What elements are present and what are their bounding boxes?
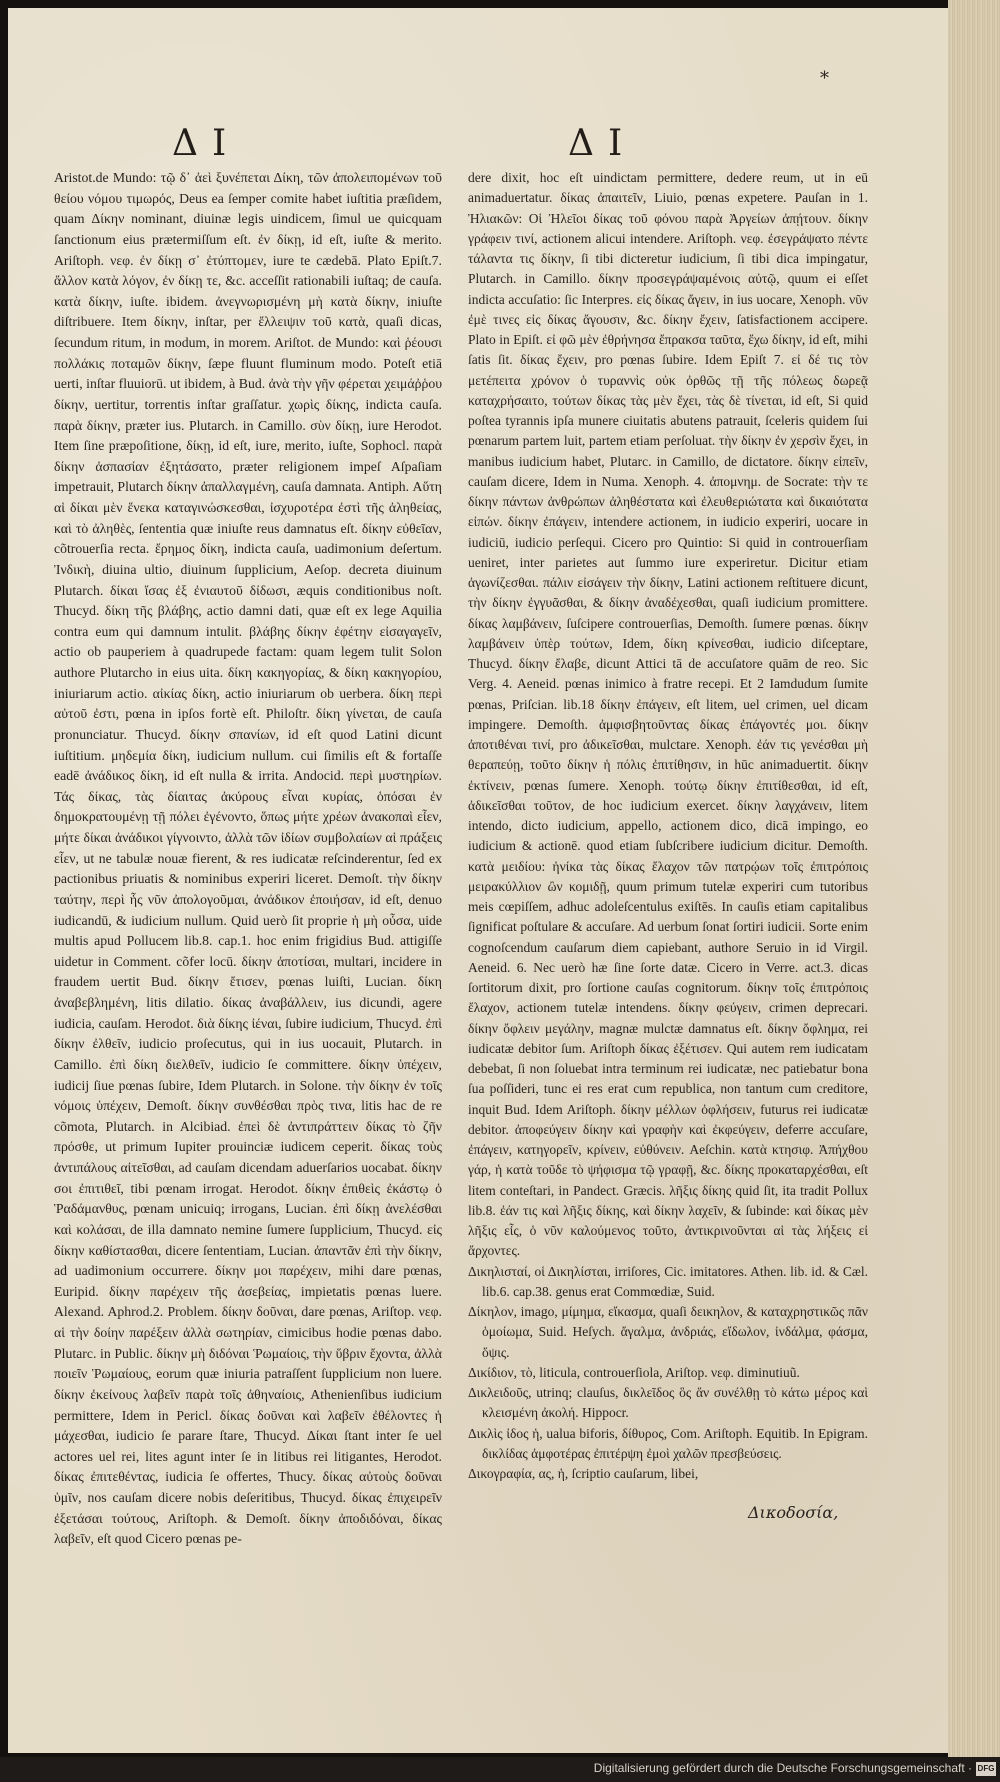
- right-column: [468, 168, 868, 1484]
- page-mark: *: [820, 68, 829, 89]
- running-header-right: ΔΙ: [568, 123, 637, 164]
- dictionary-entry: Δικλὶς ἰδος ἡ, ualua biforis, δίθυρος, Com. Ariſtoph. Equitib. In Epigram. δικλίδας ἀμφοτέρας ἐπιτέρψη ἐμοὶ χαλῶν πρεσβεύσεις.: [468, 1425, 868, 1461]
- dictionary-entry: Δικογραφία, ας, ἡ, ſcriptio cauſarum, libei,: [468, 1466, 699, 1481]
- catchword: Δικοδοσία,: [748, 1503, 839, 1522]
- dictionary-entry: Δικηλισταί, οἱ Δικηλίσται, irriſores, Cic. imitatores. Athen. lib. id. & Cæl. lib.6. cap.38. genus erat Commœdiæ, Suid.: [468, 1263, 868, 1299]
- dictionary-entry: Δικλειδοῦς, utrinq; clauſus, δικλεῖδος ὃς ἄν συνέλθῃ τὸ κάτω μέρος καὶ κλεισμένη ἀκολή. Hippocr.: [468, 1385, 868, 1421]
- footer-bar: [0, 1757, 1000, 1782]
- column-text: Aristot.de Mundo: τῷ δ᾽ ἀεὶ ξυνέπεται Δίκη, τῶν ἀπολειπομένων τοῦ θείου νόμου τιμωρός, Deus ea ſemper comite habet iuſtitia præſidem, quam Δίκην nominant, diuinæ legis uindicem, ſimul ue quicquam ſanctionum eius prætermiſſum eſt. ἐν δίκῃ, id eſt, iuſte & merito. Ariſtoph. νεφ. ἐν δίκῃ σ᾽ ἐτύπτομεν, iure te cædebā. Plato Epiſt.7. ἄλλον κατὰ λόγον, ἐν δίκῃ τε, &c. acceſſit rationabili iuſtaq; de cauſa. κατὰ δίκην, iuſte. ibidem. ἀνεγνωρισμένη μὴ κατὰ δίκην, iniuſte diſtribuere. Item δίκην, inſtar, per ἔλλειψιν τοῦ κατὰ, quaſi dicas, ſecundum ritum, in modum, in morem. Ariſtot. de Mundo: καὶ ῥέουσι πολλάκις ποταμῶν δίκην, ſæpe fluunt fluminum modo. Poteſt etiā uerti, inſtar fluuiorū. ut ibidem, à Bud. ἀνὰ τὴν γῆν φέρεται χειμάῤῥου δίκην, uertitur, torrentis inſtar graſſatur. χωρὶς δίκης, indicta cauſa. παρὰ δίκην, præter ius. Plutarch. in Camillo. σὺν δίκῃ, iure Herodot. Item ſine præpoſitione, δίκῃ, id eſt, iure, merito, iuſte, Sophocl. παρὰ δίκην ἀσπασίαν ἐξητάσατο, præter religionem impeſ Aſpaſiam impetrauit, Plutarch δίκην ἀπαλλαγμένη, cauſa damnata. Antiph. Αὕτη αἱ δίκαι μὲν ἕνεκα καταγινώσκεσθαι, ἰσχυροτέρα ἐστὶ τῆς ἀληθείας, καὶ τὸ ἀληθὲς, ſententia quæ iniuſte reus damnatus eſt. δίκην εὐθεῖαν, cõtrouerſia recta. ἔρημος δίκη, indicta cauſa, uadimonium deſertum. Ἰνδικὴ, diuina ultio, diuinum ſupplicium, Aeſop. decreta diuinum Plutarch. δίκαι ἴσας ἐξ ἐνιαυτοῦ δίδωσι, æquis conditionibus noſt. Thucyd. δίκη τῆς βλάβης, actio damni dati, quæ eſt ex lege Aquilia contra eum qui damnum intulit. βλάβης δίκην ἐφέτην εἰσαγαγεῖν, actio ob pauperiem à quadrupede factam: quam legem tulit Solon authore Plutarcho in eius uita. δίκη κακηγορίας, & δίκη κακηγορίου, iniuriarum actio. αἰκίας δίκη, actio iniuriarum ob uerbera. δίκη περὶ αὐτοῦ ἐστι, pœna in ipſos fortè eſt. Philoſtr. δίκη γίνεται, de cauſa pronunciatur. Thucyd. δίκην σπανίων, id eſt quod Latini dicunt iuſtitium. μηδεμία δίκη, iudicium nullum. cui ſimilis eſt & fortaſſe eadē ἀνάδικος δίκη, id eſt nulla & irrita. Andocid. περὶ μυστηρίων. Τάς δίκας, τὰς δίαιτας ἀκύρους εἶναι κυρίας, ὁπόσαι ἐν δημοκρατουμένῃ τῇ πόλει ἐγένοντο, ὅπως μήτε χρέων ἀνακοπαὶ εἶεν, μήτε δίκαι ἀνάδικοι γίγνοιντο, ἀλλὰ τῶν ἰδίων συμβολαίων αἱ πράξεις εἶεν, ut ne tabulæ nouæ fierent, & res iudicatæ reſcinderentur, ſed ex pactionibus priuatis & nominibus experiri liceret. Demoſt. τὴν δίκην ταύτην, περὶ ἧς νῦν ἀπολογοῦμαι, ἀνάδικον ἐποιήσαν, id eſt, denuo iudicandū, & iudicium nullum. Quid uerò ſit proprie ἡ μὴ οὖσα, uide multis apud Pollucem lib.8. cap.1. hoc enim frigidius Bud. attigiſſe uidetur in Comment. cõfer locū. δίκην ἀποτίσαι, multari, incidere in fraudem uertit Bud. δίκην ἔτισεν, pœnas luiſti, Lucian. δίκη ἀναβεβλημένη, litis dilatio. δίκας ἀναβάλλειν, ius dicundi, agere iudicia, cauſam. Herodot. διὰ δίκης ἰέναι, ſubire iudicium, Thucyd. ἐπὶ δίκην ἐλθεῖν, iudicio proſecutus, qui in ius uocauit, Plutarch. in Camillo. ἐπὶ δίκη διελθεῖν, iudicio ſe committere. δίκην ὑπέχειν, iudicij ſiue pœnas ſubire, Idem Plutarch. in Solone. τὴν δίκην ἐν τοῖς νόμοις ὑπέχειν, Demoſt. δίκην συνθέσθαι πρὸς τινα, litis hac de re cõmota, Plutarch. in Alcibiad. ἐπεὶ δὲ ἀντιπράττειν δίκας τὸ ζῆν πρόσθε, ut primum Iupiter prouinciæ iudicem ceperit. δίκας τοὺς ἀντιπάλους αἰτεῖσθαι, ad cauſam dicendam aduerſarios uocabat. δίκην σοι ἐπιτιθεῖ, tibi pœnam irrogat. Herodot. δίκην ἐπιθεὶς ἐκάστῳ ὁ Ῥαδάμανθυς, pœnam unicuiq; irrogans, Lucian. ἐπὶ δίκῃ ἀνελέσθαι καὶ κολάσαι, de illa damnato nemine ſumere ſupplicium, Thucyd. εἰς δίκην καθίστασθαι, dicere ſententiam, Lucian. ἀπαντᾶν ἐπὶ τὴν δίκην, ad uadimonium occurrere. δίκην μοι παρέχειν, mihi dare pœnas, Euripid. δίκην παρέχειν τῆς ἀσεβείας, impietatis pœnas luere. Alexand. Aphrod.2. Problem. δίκην δοῦναι, dare pœnas, Ariſtop. νεφ. αἱ τὴν δοίην παρέξειν ἀλλὰ σωτηρίαν, cimicibus hodie pœnas dabo. Plutarc. in Public. δίκην μὴ διδόναι Ῥωμαίοις, τὴν ὕβριν ἔχοντα, ἀλλὰ ποιεῖν Ῥωμαίους, eorum quæ iniuria patraſſent ſupplicium non luere. δίκην ἐκείνους λαβεῖν παρὰ τοῖς ἀθηναίοις, Athenienſibus iudicium permittere, Idem in Pericl. δίκας δοῦναι καὶ λαβεῖν ἐθέλοντες ἡ μάχεσθαι, iudicio ſe parare ſtare, Thucyd. Δίκαι ſtant inter ſe uel actores uel rei, lites agunt inter ſe in litibus rei litigantes, Herodot. δίκας ἐπιτεθέντας, iudicia ſe offertes, Thucy. δίκας αὐτοὺς δοῦναι ὑμῖν, nos cauſam dicere nobis deſeritibus, Thucyd. δίκας ἐπιχειρεῖν ἐξετάσαι τούτους, Ariſtoph. & Demoſt. δίκην ἀποδιδόναι, δίκας λαβεῖν, eſt quod Cicero pœnas pe-: [54, 170, 442, 1547]
- dfg-logo-icon: DFG: [976, 1762, 996, 1776]
- left-column: [54, 168, 442, 1558]
- dictionary-entry: Δικίδιον, τὸ, liticula, controuerſiola, Ariſtop. νεφ. diminutiuũ.: [468, 1364, 800, 1380]
- funding-notice: Digitalisierung gefördert durch die Deutsche Forschungsgemeinschaft ·: [593, 1761, 972, 1775]
- dictionary-entry: Δίκηλον, imago, μίμημα, εἴκασμα, quaſi δεικηλον, & καταχρηστικῶς πᾶν ὁμοίωμα, Suid. Heſych. ἄγαλμα, ἀνδριάς, εἴδωλον, ἰνδάλμα, φάσμα, ὄψις.: [468, 1304, 868, 1360]
- book-page: [8, 8, 950, 1753]
- running-header-left: ΔΙ: [172, 123, 241, 164]
- column-text: dere dixit, hoc eſt uindictam permittere, dedere reum, ut in eū animaduertatur. δίκας ἀπαιτεῖν, Liuio, pœnas expetere. Pauſan in 1. Ἠλιακῶν: Οἱ Ἠλεῖοι δίκας τοῦ φόνου παρὰ Ἀργείων ἀπῄτουν. δίκην γράφειν τινί, actionem alicui intendere. Ariſtoph. νεφ. ἐσεγράψατο πέντε τάλαντα τις δίκην, ſi tibi dicteretur iudicium, ſi tibi dica impingatur, Plutarch. in Camillo. δίκην προσεγράψαμένοις αὐτῷ, quum ei eſſet indicta accuſatio: ſic Interpres. εἰς δίκας ἄγειν, in ius uocare, Xenoph. νῦν ἐμὲ τινες εἰς δίκας ἄγουσιν, &c. δίκην ἔχειν, ſatisfactionem accipere. Plato in Epiſt. εἰ φῶ μὲν ἐθρήνησα ἔπρακσα ταῦτα, ἔχω δίκην, id eſt, mihi ſatis ſit. δίκας ἔχειν, pro pœnas ſubire. Idem Epiſt 7. εἰ δέ τις τὸν μετέπειτα χρόνον ὁ τυραννὶς οὐκ ὀρθῶς τῇ τῆς πόλεως δωρεᾷ καταχρήσαιτο, τούτων δίκας τὰς μὲν ἔχει, τὰς δὲ τίνεται, id eſt, Si quid poſtea tyrannis ipſa munere ciuitatis abutens patrauit, ſceleris quidem ſui pœnarum partem luit, partem etiam perſoluat. τὴν δίκην ἐν χερσὶν ἔχει, in manibus iudicium habet, Plutarc. in Camillo, de dictatore. δίκην εἰπεῖν, cauſam dicere, Idem in Numa. Xenoph. 4. ἀπομνημ. de Socrate: τὴν τε δίκην πάντων ἀνθρώπων ἀληθέστατα καὶ ἐλευθεριώτατα καὶ δικαιότατα εἰπών. δίκην ἐπάγειν, intendere actionem, in iudicio experiri, uocare in iudiciū, iudicio perſequi. Cicero pro Quintio: Si quid in controuerſiam ueniret, inter parietes aut ſummo iure experiretur. Dicitur etiam ἀγωνίζεσθαι. πάλιν εἰσάγειν τὴν δίκην, Latini actionem reſtituere dicunt, τὴν δίκην ἐγγυᾶσθαι, & δίκην ἀναδέχεσθαι, quaſi iudicium promittere. δίκας λαμβάνειν, ſuſcipere controuerſias, Demoſth. ſumere pœnas. δίκην λαμβάνειν ὑπὲρ τούτων, Idem, δίκη κρίνεσθαι, iudicio diſceptare, Thucyd. δίκην ἔλαβε, dicunt Attici tā de accuſatore quām de reo. Sic Verg. 4. Aeneid. pœnas inimico à fratre recepi. Et 2 Iamdudum ſumite pœnas, Priſcian. lib.18 δίκην ἐπάγειν, eſt litem, uel crimen, uel dicam impingere. Demoſth. ἀμφισβητοῦντας δίκας ἐπάγοντές μοι. δίκην ἀποτιθέναι τινί, pro ἀδικεῖσθαι, mulctare. Xenoph. ἐάν τις γενέσθαι μὴ θεραπεύῃ, τοῦτο δίκην ἡ πόλις ἐπιτίθησιν, in hūc animaduertit. δίκην ἐκτίνειν, pœnas ſumere. Xenoph. τούτῳ δίκην ἐπιτίθεσθαι, id eſt, ἀδικεῖσθαι τοῦτον, de hoc iudicium exercet. δίκην λαγχάνειν, litem intendo, dicto iudicium, appello, actionem dico, dicā impingo, eo iudicium & actionē. quod etiam ſubſcribere iudicium dicitur. Demoſth. κατὰ μειδίου: ἡνίκα τὰς δίκας ἔλαχον τῶν πατρῴων τοῖς ἐπιτρόποις μειρακύλλιον ὢν κομιδῇ, quum primum tutelæ experiri cum tutoribus meis cœpiſſem, adhuc adoleſcentulus exiſtēs. In cauſis etiam capitalibus ſignificat poſtulare & accuſare. Ad uerbum ſonat ſortiri iudicii. Sorte enim cognoſcendum cauſarum diem capiebant, authore Seruio in id Virgil. Aeneid. 6. Nec uerò hæ ſine ſorte datæ. Cicero in Verre. act.3. dicas ſortitorum dixit, pro ſortione cauſas cognitorum. δίκην τοῖς ἐπιτρόποις ἔλαχον, actionem tutelæ intendens. δίκην φεύγειν, crimen deprecari. δίκην ὄφλειν μεγάλην, magnæ mulctæ damnatus eſt. δίκην ὄφλημα, rei iudicatæ debitor ſum. Ariſtoph δίκας ἐξέτισεν. Qui autem rem iudicatam debebat, ſi non ſoluebat intra terminum rei iudicatæ, nec patiebatur bona ſua poſſideri, tunc ei res erat cum republica, non tantum cum creditore, inquit Bud. Idem Ariſtoph. δίκην μέλλων ὀφλήσειν, futurus rei iudicatæ debitor. ἀποφεύγειν δίκην καὶ γραφὴν καὶ ἐκφεύγειν, deferre accuſare, ἐπάγειν, κατηγορεῖν, κρίνειν, εὐθύνειν. Aeſchin. κατὰ κτησιφ. Ἀπήχθου γάρ, ἡ κατὰ τοῦδε τὸ ψήφισμα τῷ γραφῇ, &c. δίκης προκαταρχέσθαι, eſt litem conteſtari, in Pandect. Græcis. λῆξις δίκης quid ſit, ita tradit Pollux lib.8. ἐάν τις καὶ λῆξις δίκης, καὶ δίκην λαχεῖν, & ſubinde: καὶ δίκας μὲν λῆξις εἶς, ὁ νῦν καλούμενος τοῦτο, ἀντικρινοῦνται αἱ τὰς λήξεις εἰ ἄρχοντες.: [468, 170, 868, 1259]
- page-edge: [948, 0, 1000, 1757]
